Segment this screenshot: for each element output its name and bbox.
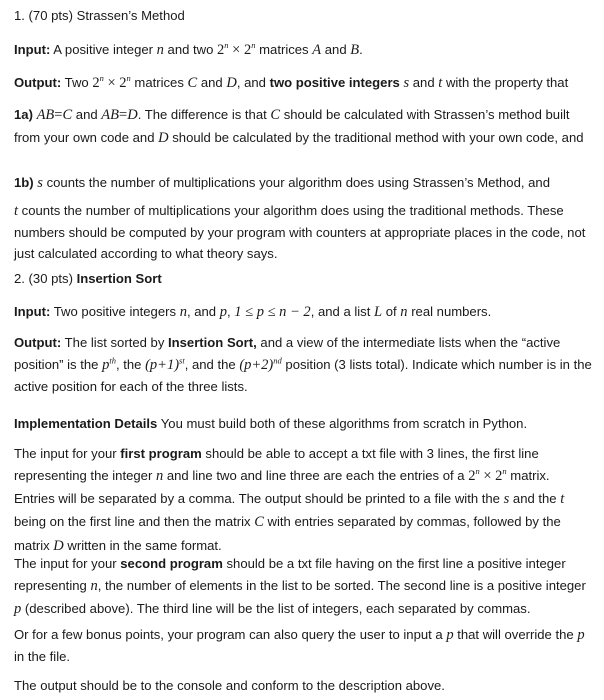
bonus-paragraph: Or for a few bonus points, your program can also query the user to input a p that will override the p in the file.: [14, 627, 585, 665]
q1-title: 1. (70 pts) Strassen’s Method: [14, 8, 185, 23]
q2-output: Output: The list sorted by Insertion Sort, and a view of the intermediate lists when the “active position” is the $p^{th}$, the $(p+1)^{st}$, and the $(p+2)^{nd}$ position (3 lists total). Indicate which number is in the active position for each of the three lists.: [14, 335, 592, 395]
implementation-details: Implementation Details You must build both of these algorithms from scratch in Python.: [14, 416, 528, 431]
q2-input: Input: Two positive integers n, and p, 1 ≤ p ≤ n − 2, and a list L of n real numbers.: [14, 304, 492, 320]
q1-input: Input: A positive integer n and two 2$^n$ × 2$^n$ matrices A and B.: [14, 40, 363, 58]
q1-part-b: 1b) s counts the number of multiplications your algorithm does using Strassen’s Method, and: [14, 175, 550, 191]
q1-part-b-cont: t counts the number of multiplications your algorithm does using the traditional methods. These numbers should be computed by your program with counters at appropriate places in the code, not just calculated according to what theory says.: [14, 203, 586, 262]
q2-title: 2. (30 pts) Insertion Sort: [14, 271, 162, 286]
q1-part-a: 1a) AB=C and AB=D. The difference is that C should be calculated with Strassen’s method built from your own code and D should be calculated by the traditional method with your own code, and: [14, 107, 584, 147]
second-program-paragraph: The input for your second program should be a txt file having on the first line a positive integer representing n, the number of elements in the list to be sorted. The second line is a positive integer p (described above). The third line will be the list of integers, each separated by commas.: [14, 556, 586, 618]
q1-output: Output: Two 2$^n$ × 2$^n$ matrices C and D, and two positive integers s and t with the property that: [14, 73, 569, 91]
first-program-paragraph: The input for your first program should be able to accept a txt file with 3 lines, the first line representing the integer n and line two and line three are each the entries of a 2$^n$ × 2$^n$ matrix. Entries will be separated by a comma. The output should be printed to a file with the s and the t being on the first line and then the matrix C with entries separated by commas, followed by the matrix D written in the same format.: [14, 446, 565, 554]
final-note: The output should be to the console and conform to the description above.: [14, 678, 445, 693]
